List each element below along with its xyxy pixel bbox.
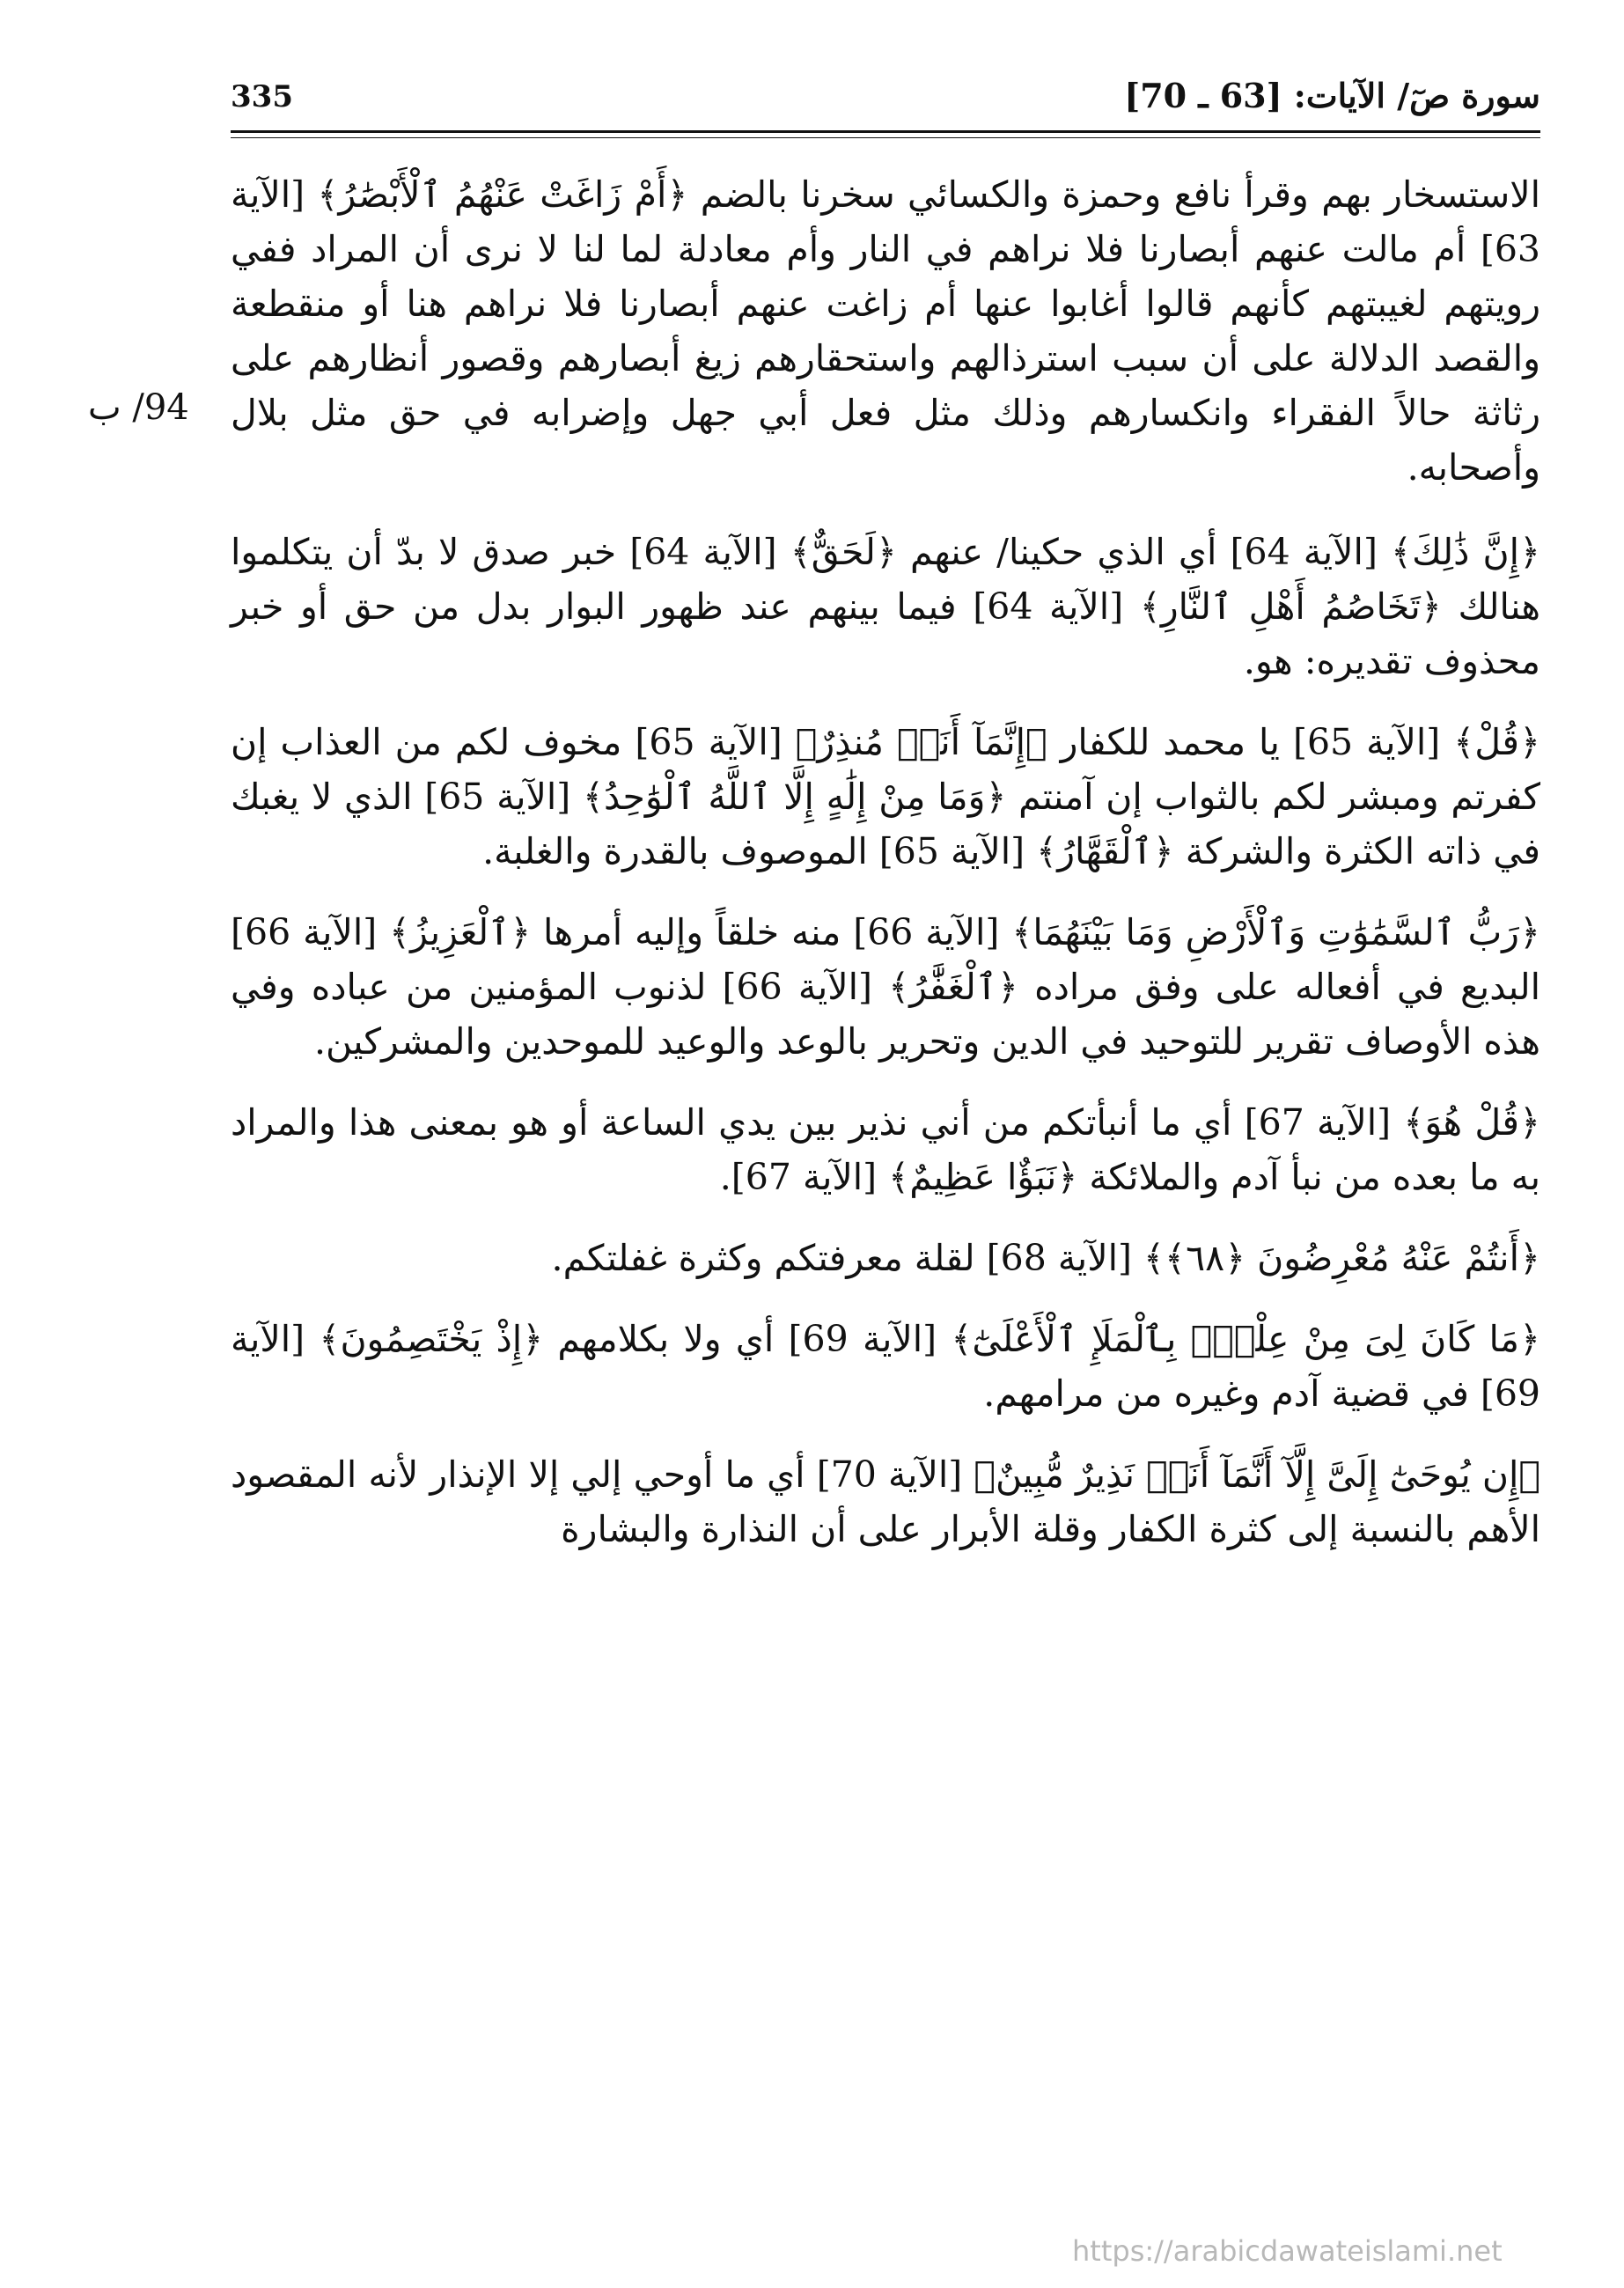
paragraph: ﴿إِن يُوحَىٰٓ إِلَىَّ إِلَّآ أَنَّمَآ أَنَا۠ نَذِيرٌ مُّبِينٌ﴾ [الآية 70] أي ما أوحي إلي إلا الإنذار لأنه المقصود الأهم بالنسبة إلى كثرة الكفار وقلة الأبرار على أن النذارة والبشارة bbox=[231, 1453, 1540, 1550]
header-rule-thin bbox=[231, 137, 1540, 138]
paragraph: ﴿رَبُّ ٱلسَّمَٰوَٰتِ وَٱلْأَرْضِ وَمَا بَيْنَهُمَا﴾ [الآية 66] منه خلقاً وإليه أمرها ﴿ٱلْعَزِيزُ﴾ [الآية 66] البديع في أفعاله على وفق مراده ﴿ٱلْغَفَّٰرُ﴾ [الآية 66] لذنوب المؤمنين من عباده وفي هذه الأوصاف تقرير للتوحيد في الدين وتحرير بالوعد والوعيد للموحدين والمشركين. bbox=[231, 911, 1540, 1063]
page-header bbox=[231, 76, 1540, 129]
header-rule-thick bbox=[231, 130, 1540, 133]
paragraph: الاستسخار بهم وقرأ نافع وحمزة والكسائي سخرنا بالضم ﴿أَمْ زَاغَتْ عَنْهُمُ ٱلْأَبْصَٰرُ﴾ [الآية 63] أم مالت عنهم أبصارنا فلا نراهم في النار وأم معادلة لما لنا لا نرى أن المراد ففي رويتهم لغيبتهم كأنهم قالوا أغابوا عنها أم زاغت عنهم أبصارنا فلا نراهم هنا أو منقطعة والقصد الدلالة على أن سبب استرذالهم واستحقارهم زيغ أبصارهم وقصور أنظارهم على رثاثة حالاً الفقراء وانكسارهم وذلك مثل فعل أبي جهل وإضرابه في حق مثل بلال وأصحابه. bbox=[231, 173, 1540, 489]
paragraph: ﴿مَا كَانَ لِىَ مِنْ عِلْمٍۭ بِٱلْمَلَإِ ٱلْأَعْلَىٰٓ﴾ [الآية 69] أي ولا بكلامهم ﴿إِذْ يَخْتَصِمُونَ﴾ [الآية 69] في قضية آدم وغيره من مرامهم. bbox=[231, 1318, 1540, 1415]
paragraph: ﴿قُلْ هُوَ﴾ [الآية 67] أي ما أنبأتكم من أني نذير بين يدي الساعة أو هو بمعنى هذا والمراد به ما بعده من نبأ آدم والملائكة ﴿نَبَؤٌا عَظِيمٌ﴾ [الآية 67]. bbox=[231, 1101, 1540, 1198]
page-number: 335 bbox=[231, 79, 293, 114]
margin-folio-note: 94/ ب bbox=[88, 387, 189, 428]
paragraph: ﴿قُلْ﴾ [الآية 65] يا محمد للكفار ﴿إِنَّمَآ أَنَا۠ مُنذِرٌ﴾ [الآية 65] مخوف لكم من العذاب إن كفرتم ومبشر لكم بالثواب إن آمنتم ﴿وَمَا مِنْ إِلَٰهٍ إِلَّا ٱللَّهُ ٱلْوَٰحِدُ﴾ [الآية 65] الذي لا يغبك في ذاته الكثرة والشركة ﴿ٱلْقَهَّارُ﴾ [الآية 65] الموصوف بالقدرة والغلبة. bbox=[231, 721, 1540, 872]
paragraph: ﴿إِنَّ ذَٰلِكَ﴾ [الآية 64] أي الذي حكينا/ عنهم ﴿لَحَقٌّ﴾ [الآية 64] خبر صدق لا بدّ أن يتكلموا هنالك ﴿تَخَاصُمُ أَهْلِ ٱلنَّارِ﴾ [الآية 64] فيما بينهم عند ظهور البوار بدل من حق أو خبر محذوف تقديره: هو. bbox=[231, 531, 1540, 682]
site-watermark: https://arabicdawateislami.net bbox=[1072, 2234, 1503, 2268]
running-title: سورة صٓ/ الآيات: [63 ـ 70] bbox=[1124, 76, 1540, 115]
body-text bbox=[231, 167, 1540, 1583]
paragraph: ﴿أَنتُمْ عَنْهُ مُعْرِضُونَ ﴿٦٨﴾﴾ [الآية 68] لقلة معرفتكم وكثرة غفلتكم. bbox=[551, 1237, 1540, 1279]
